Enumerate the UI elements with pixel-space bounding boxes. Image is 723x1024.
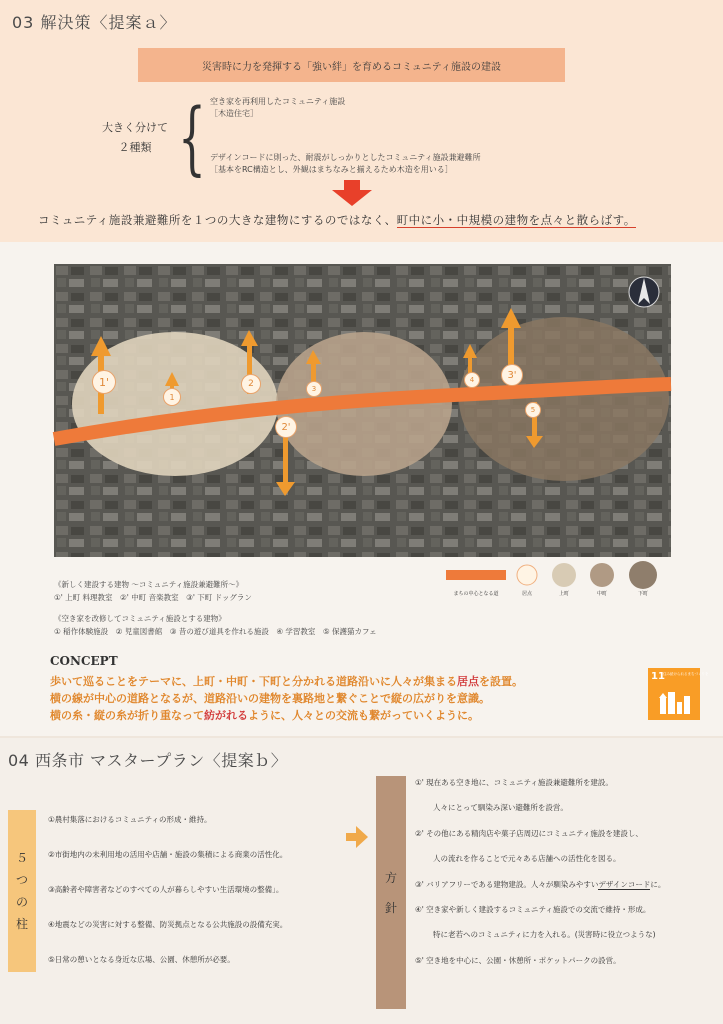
five-pillars-label [8, 810, 36, 972]
map-marker: 1' [92, 370, 116, 394]
pillar-char: 柱 [15, 917, 28, 931]
pillar-char: つ [15, 873, 28, 887]
map-marker: 1 [163, 388, 181, 406]
section-title-a: 03 解決策〈提案ａ〉 [12, 13, 177, 32]
policy-list [415, 778, 665, 981]
map-legend [442, 562, 672, 600]
concept-line-1b: 居点 [457, 675, 479, 688]
policy-item-text: に。 [650, 879, 666, 889]
split-label-line1: 大きく分けて [102, 121, 168, 134]
legend-base-swatch [517, 565, 537, 585]
concept-heading: CONCEPT [50, 654, 118, 668]
design-code-term: デザインコード [598, 879, 651, 889]
legend-base-label: 居点 [521, 591, 533, 597]
policy-item: ④' 空き家や新しく建設するコミュニティ施設での交流で維持・形成。 [415, 904, 651, 914]
reuse-building-items: ① 稲作体験施設 ② 児童図書館 ③ 昔の遊び道具を作れる施設 ④ 学習教室 ⑤ 保護猫カフェ [54, 627, 377, 636]
concept-text [50, 673, 523, 724]
section-title-b: 04 西条市 マスタープラン〈提案ｂ〉 [8, 751, 288, 770]
legend-shimo-label: 下町 [637, 591, 649, 597]
concept-line-3b: 紡がれる [204, 709, 248, 722]
conclusion-emphasis: 町中に小・中規模の建物を点々と散らばす。 [396, 213, 636, 227]
policy-label [376, 776, 406, 1009]
policy-item-text: ③' バリアフリーである建物建設。人々が馴染みやすい [415, 879, 599, 889]
policy-item: ②' その他にある精肉店や菓子店周辺にコミュニティ施設を建設し、 [415, 828, 643, 838]
option-new [210, 152, 481, 176]
sdg-11-icon [648, 668, 709, 720]
split-label-line2: ２種類 [118, 141, 152, 154]
option-new-line1: デザインコードに則った、耐震がしっかりとしたコミュニティ施設兼避難所 [210, 153, 481, 162]
new-building-items: ①' 上町 料理教室 ②' 中町 音楽教室 ③' 下町 ドッグラン [54, 593, 252, 602]
legend-kami-label: 上町 [558, 591, 570, 597]
legend-naka-swatch [590, 563, 614, 587]
pillar-item: ④地震などの災害に対する整備、防災拠点となる公共施設の設備充実。 [48, 920, 288, 929]
policy-item [415, 880, 665, 905]
curly-brace: { [178, 91, 206, 184]
map-marker: 2' [275, 416, 297, 438]
map-marker: 4 [464, 372, 480, 388]
down-arrow-icon [332, 180, 372, 206]
pillar-list [48, 815, 287, 990]
map-marker: 3 [306, 381, 322, 397]
policy-item: 人の流れを作ることで元々ある店舗への活性化を図る。 [433, 854, 621, 864]
pillar-char: の [15, 895, 28, 909]
concept-line-1 [50, 673, 523, 690]
aerial-map [54, 264, 671, 557]
policy-item: ⑤' 空き地を中心に、公園・休憩所・ポケットパークの設営。 [415, 955, 621, 965]
map-marker: 2 [241, 374, 261, 394]
legend-naka-label: 中町 [596, 591, 608, 597]
option-reuse [210, 96, 345, 120]
sdg-number: 11 [651, 671, 665, 682]
legend-kami-swatch [552, 563, 576, 587]
conclusion [38, 212, 636, 228]
map-marker: 3' [501, 364, 523, 386]
option-reuse-line1: 空き家を再利用したコミュニティ施設 [210, 97, 346, 106]
legend-road-label: まちの中心となる道 [453, 591, 499, 597]
proposal-b-section [0, 738, 723, 1024]
legend-shimo-swatch [629, 561, 657, 589]
proposal-a-section [0, 0, 723, 242]
pillar-char: ５ [15, 851, 28, 865]
concept-line-2: 横の線が中心の道路となるが、道路沿いの建物を裏路地と繋ぐことで縦の広がりを意識。 [50, 692, 490, 705]
policy-item: ①' 現在ある空き地に、コミュニティ施設兼避難所を建設。 [415, 778, 613, 787]
legend-road-swatch [446, 570, 506, 580]
map-drawing [54, 264, 671, 557]
right-arrow-icon [346, 826, 368, 848]
proposal-banner: 災害時に力を発揮する「強い絆」を育めるコミュニティ施設の建設 [138, 48, 565, 82]
concept-line-3 [50, 707, 523, 724]
reuse-building-header: 《空き家を改修してコミュニティ施設とする建物》 [54, 614, 226, 623]
policy-item: 人々にとって馴染み深い避難所を設営。 [433, 803, 568, 813]
pillar-item: ③高齢者や障害者などのすべての人が暮らしやすい生活環境の整備」。 [48, 885, 284, 894]
option-reuse-line2: ［木造住宅］ [210, 109, 258, 118]
concept-line-1a: 歩いて巡ることをテーマに、上町・中町・下町と分かれる道路沿いに人々が集まる [50, 675, 457, 688]
policy-char: 方 [384, 870, 397, 885]
pillar-item: ⑤日常の憩いとなる身近な広場、公園、休憩所が必要。 [48, 955, 235, 964]
policy-item: 特に老若へのコミュニティに力を入れる。(災害時に役立つような) [433, 930, 656, 940]
new-building-header: 《新しく建設する建物 〜コミュニティ施設兼避難所〜》 [54, 580, 244, 589]
pillar-item: ②市街地内の未利用地の活用や店舗・施設の集積による商業の活性化。 [48, 850, 288, 859]
concept-line-3c: ように、人々との交流も繋がっていくように。 [248, 709, 479, 722]
pillar-item: ①農村集落におけるコミュニティの形成・維持。 [48, 815, 212, 824]
conclusion-text: コミュニティ施設兼避難所を１つの大きな建物にするのではなく、 [38, 213, 397, 227]
concept-line-3a: 横の糸・縦の糸が折り重なって [50, 709, 204, 722]
policy-char: 針 [384, 900, 397, 915]
map-marker: 5 [525, 402, 541, 418]
sdg-label: 住み続けられるまちづくりを [663, 672, 709, 676]
compass-icon [629, 277, 659, 307]
split-label [100, 118, 170, 158]
building-notes [54, 578, 377, 638]
option-new-line2: ［基本をRC構造とし、外観はまちなみと揃えるため木造を用いる］ [210, 165, 453, 174]
concept-line-1c: を設置。 [479, 675, 523, 688]
